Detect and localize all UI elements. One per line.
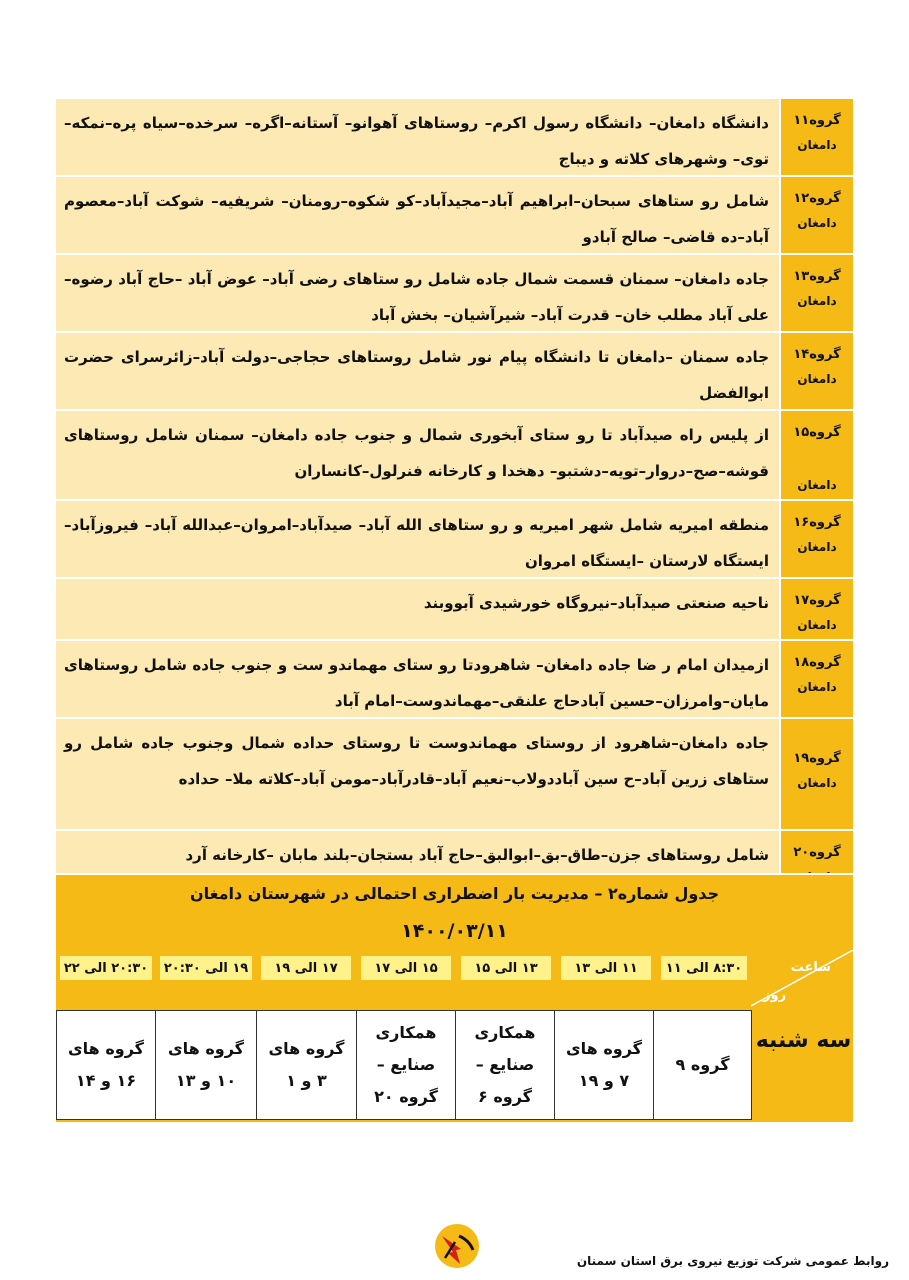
group-city: دامغان <box>797 540 837 554</box>
group-city: دامغان <box>797 776 837 790</box>
group-label-cell <box>781 501 853 577</box>
group-row <box>56 639 853 717</box>
schedule-cell: گروه های ۷ و ۱۹ <box>554 1010 654 1120</box>
schedule-cell: همکاری صنایع – گروه ۶ <box>455 1010 555 1120</box>
group-row <box>56 175 853 253</box>
group-description: شامل روستاهای جزن–طاق–بق–ابوالبق–حاج آباد بستجان–بلند مابان –کارخانه آرد <box>56 831 781 891</box>
group-description: ازمیدان امام ر ضا جاده دامغان– شاهرودتا رو ستای مهماندو ست و جنوب جاده شامل روستاهای مایان–وامرزان–حسین آبادحاج علنقی–مهماندوست–امام آباد <box>56 641 781 717</box>
group-description: جاده سمنان –دامغان تا دانشگاه پیام نور شامل روستاهای حجاجی–دولت آباد–زائرسرای حضرت ابوالفضل <box>56 333 781 409</box>
footer-credit: روابط عمومی شرکت توزیع نیروی برق استان سمنان <box>576 1254 889 1268</box>
group-name: گروه۱۹ <box>793 751 841 766</box>
group-row <box>56 409 853 499</box>
group-city: دامغان <box>797 216 837 230</box>
group-label-cell <box>781 579 853 639</box>
group-city: دامغان <box>797 372 837 386</box>
group-city: دامغان <box>797 138 837 152</box>
schedule-cell: همکاری صنایع – گروه ۲۰ <box>356 1010 456 1120</box>
group-row <box>56 499 853 577</box>
schedule-cell: گروه های ۱۰ و ۱۳ <box>155 1010 257 1120</box>
group-description: از پلیس راه صیدآباد تا رو ستای آبخوری شمال و جنوب جاده دامغان– سمنان شامل روستاهای قوشه–صح–دروار–تویه–دشتبو– دهخدا و کارخانه فنرلول–کانساران <box>56 411 781 499</box>
groups-table <box>56 97 853 891</box>
day-label: روز <box>763 988 787 1003</box>
time-slot-header: ۱۱ الی ۱۳ <box>561 956 651 980</box>
hour-day-header <box>751 950 853 1008</box>
group-row <box>56 97 853 175</box>
group-name: گروه۱۱ <box>793 113 841 128</box>
day-name: سه شنبه <box>755 1027 852 1053</box>
group-label-cell <box>781 719 853 829</box>
group-name: گروه۱۴ <box>793 347 841 362</box>
time-slot-header: ۱۵ الی ۱۷ <box>361 956 451 980</box>
group-label-cell <box>781 99 853 175</box>
schedule-cell: گروه ۹ <box>653 1010 752 1120</box>
time-slot-header: ۱۷ الی ۱۹ <box>261 956 351 980</box>
schedule-table <box>56 950 853 1122</box>
group-row <box>56 331 853 409</box>
group-label-cell <box>781 177 853 253</box>
group-description: ناحیه صنعتی صیدآباد–نیروگاه خورشیدی آبووبند <box>56 579 781 639</box>
group-description: شامل رو ستاهای سبحان–ابراهیم آباد–مجیدآباد–کو شکوه–رومنان– شریفیه– شوکت آباد–معصوم آباد–ده قاضی– صالح آبادو <box>56 177 781 253</box>
lightning-logo-icon <box>433 1222 481 1270</box>
group-city: دامغان <box>797 618 837 632</box>
hour-label: ساعت <box>790 960 831 975</box>
table-title: جدول شماره۲ – مدیریت بار اضطراری احتمالی در شهرستان دامغان <box>56 873 853 912</box>
time-slot-header: ۸:۳۰ الی ۱۱ <box>661 956 747 980</box>
group-row <box>56 253 853 331</box>
group-row <box>56 717 853 829</box>
footer <box>0 1222 909 1280</box>
group-description: دانشگاه دامغان– دانشگاه رسول اکرم– روستاهای آهوانو– آستانه–اگره– سرخده–سیاه پره–نمکه– توی– وشهرهای کلاته و دیباج <box>56 99 781 175</box>
group-city: دامغان <box>797 294 837 308</box>
group-label-cell <box>781 411 853 499</box>
group-label-cell <box>781 333 853 409</box>
group-name: گروه۱۸ <box>793 655 841 670</box>
time-slot-header: ۱۹ الی ۲۰:۳۰ <box>160 956 252 980</box>
table-date: ۱۴۰۰/۰۳/۱۱ <box>56 912 853 950</box>
group-label-cell <box>781 255 853 331</box>
group-name: گروه۱۳ <box>793 269 841 284</box>
group-description: جاده دامغان–شاهرود از روستای مهماندوست تا روستای حداده شمال وجنوب جاده شامل رو ستاهای زرین آباد–ح سین آباددولاب–نعیم آباد–قادرآباد–مومن آباد–کلاته ملا– حداده <box>56 719 781 829</box>
time-slot-header: ۱۳ الی ۱۵ <box>461 956 551 980</box>
group-description: منطقه امیریه شامل شهر امیریه و رو ستاهای الله آباد– صیدآباد–امروان–عبدالله آباد– فیروزآباد–ایستگاه لارستان –ایستگاه امروان <box>56 501 781 577</box>
group-name: گروه۲۰ <box>793 845 841 860</box>
group-city: دامغان <box>797 680 837 694</box>
group-name: گروه۱۶ <box>793 515 841 530</box>
schedule-cell: گروه های ۱۶ و ۱۴ <box>56 1010 156 1120</box>
group-name: گروه۱۲ <box>793 191 841 206</box>
group-name: گروه۱۵ <box>793 425 841 440</box>
schedule-cell: گروه های ۳ و ۱ <box>256 1010 357 1120</box>
group-label-cell <box>781 641 853 717</box>
group-city: دامغان <box>797 478 837 492</box>
group-name: گروه۱۷ <box>793 593 841 608</box>
group-row <box>56 577 853 639</box>
group-description: جاده دامغان– سمنان قسمت شمال جاده شامل رو ستاهای رضی آباد– عوض آباد –حاج آباد رضوه– علی آباد مطلب خان– قدرت آباد– شیرآشیان– بخش آباد <box>56 255 781 331</box>
time-slot-header: ۲۰:۳۰ الی ۲۲ <box>60 956 152 980</box>
